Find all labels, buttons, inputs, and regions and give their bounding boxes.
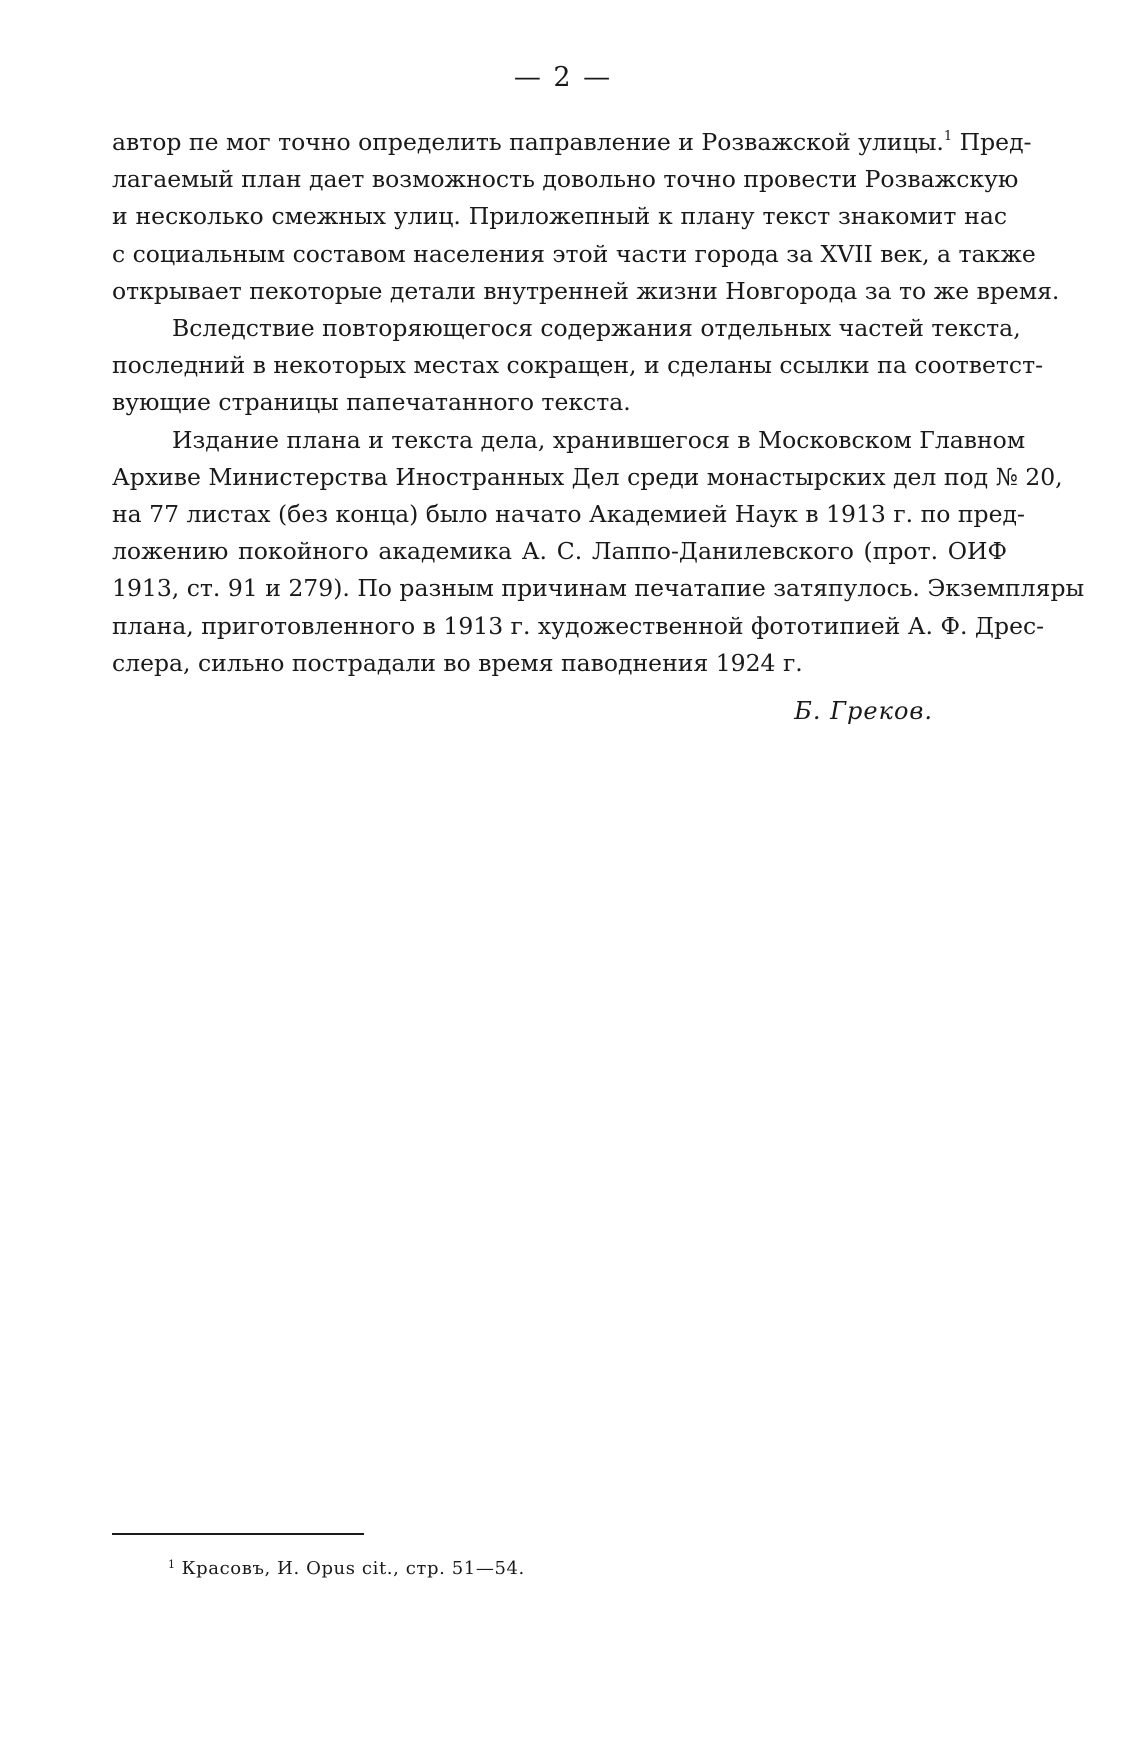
text-line: Издание плана и текста дела, хранившегося в Московском Главном bbox=[172, 425, 1026, 454]
footnote-reference: 1 bbox=[943, 129, 953, 144]
text-line: открывает пекоторые детали внутренней жизни Новгорода за то же время. bbox=[112, 276, 1060, 305]
line-text-tail: Пред- bbox=[952, 128, 1032, 156]
text-line: на 77 листах (без конца) было начато Академией Наук в 1913 г. по пред- bbox=[112, 500, 1025, 529]
footnote-divider bbox=[112, 1533, 364, 1535]
text-line: лагаемый план дает возможность довольно точно провести Розважскую bbox=[112, 165, 1019, 194]
body-text bbox=[112, 124, 1085, 682]
text-line: ложению покойного академика А. С. Лаппо-Данилевского (прот. ОИФ bbox=[112, 537, 1007, 566]
author-signature: Б. Греков. bbox=[794, 697, 933, 725]
text-line bbox=[112, 124, 1032, 161]
page-number: — 2 — bbox=[513, 62, 613, 93]
footnote bbox=[168, 1558, 525, 1579]
paragraph-3 bbox=[112, 422, 1085, 682]
text-line: Вследствие повторяющегося содержания отдельных частей текста, bbox=[172, 314, 1021, 343]
paragraph-2 bbox=[112, 310, 1044, 422]
paragraph-1 bbox=[112, 124, 1060, 310]
text-line: плана, приготовленного в 1913 г. художественной фототипией А. Ф. Дрес- bbox=[112, 611, 1045, 640]
text-line: Архиве Министерства Иностранных Дел среди монастырских дел под № 20, bbox=[112, 462, 1063, 491]
text-line: слера, сильно пострадали во время паводнения 1924 г. bbox=[112, 648, 803, 677]
text-line: вующие страницы папечатанного текста. bbox=[112, 388, 631, 417]
text-line: с социальным составом населения этой части города за XVII век, а также bbox=[112, 239, 1036, 268]
footnote-text: Красовъ, И. Opus cit., стр. 51—54. bbox=[181, 1558, 525, 1579]
text-line: и несколько смежных улиц. Приложепный к плану текст знакомит нас bbox=[112, 202, 1007, 231]
text-line: последний в некоторых местах сокращен, и сделаны ссылки па соответст- bbox=[112, 351, 1044, 380]
footnote-marker: 1 bbox=[168, 1558, 176, 1571]
text-line: 1913, ст. 91 и 279). По разным причинам печатапие затяпулось. Экземпляры bbox=[112, 574, 1085, 603]
line-text: автор пе мог точно определить паправление и Розважской улицы. bbox=[112, 128, 944, 156]
